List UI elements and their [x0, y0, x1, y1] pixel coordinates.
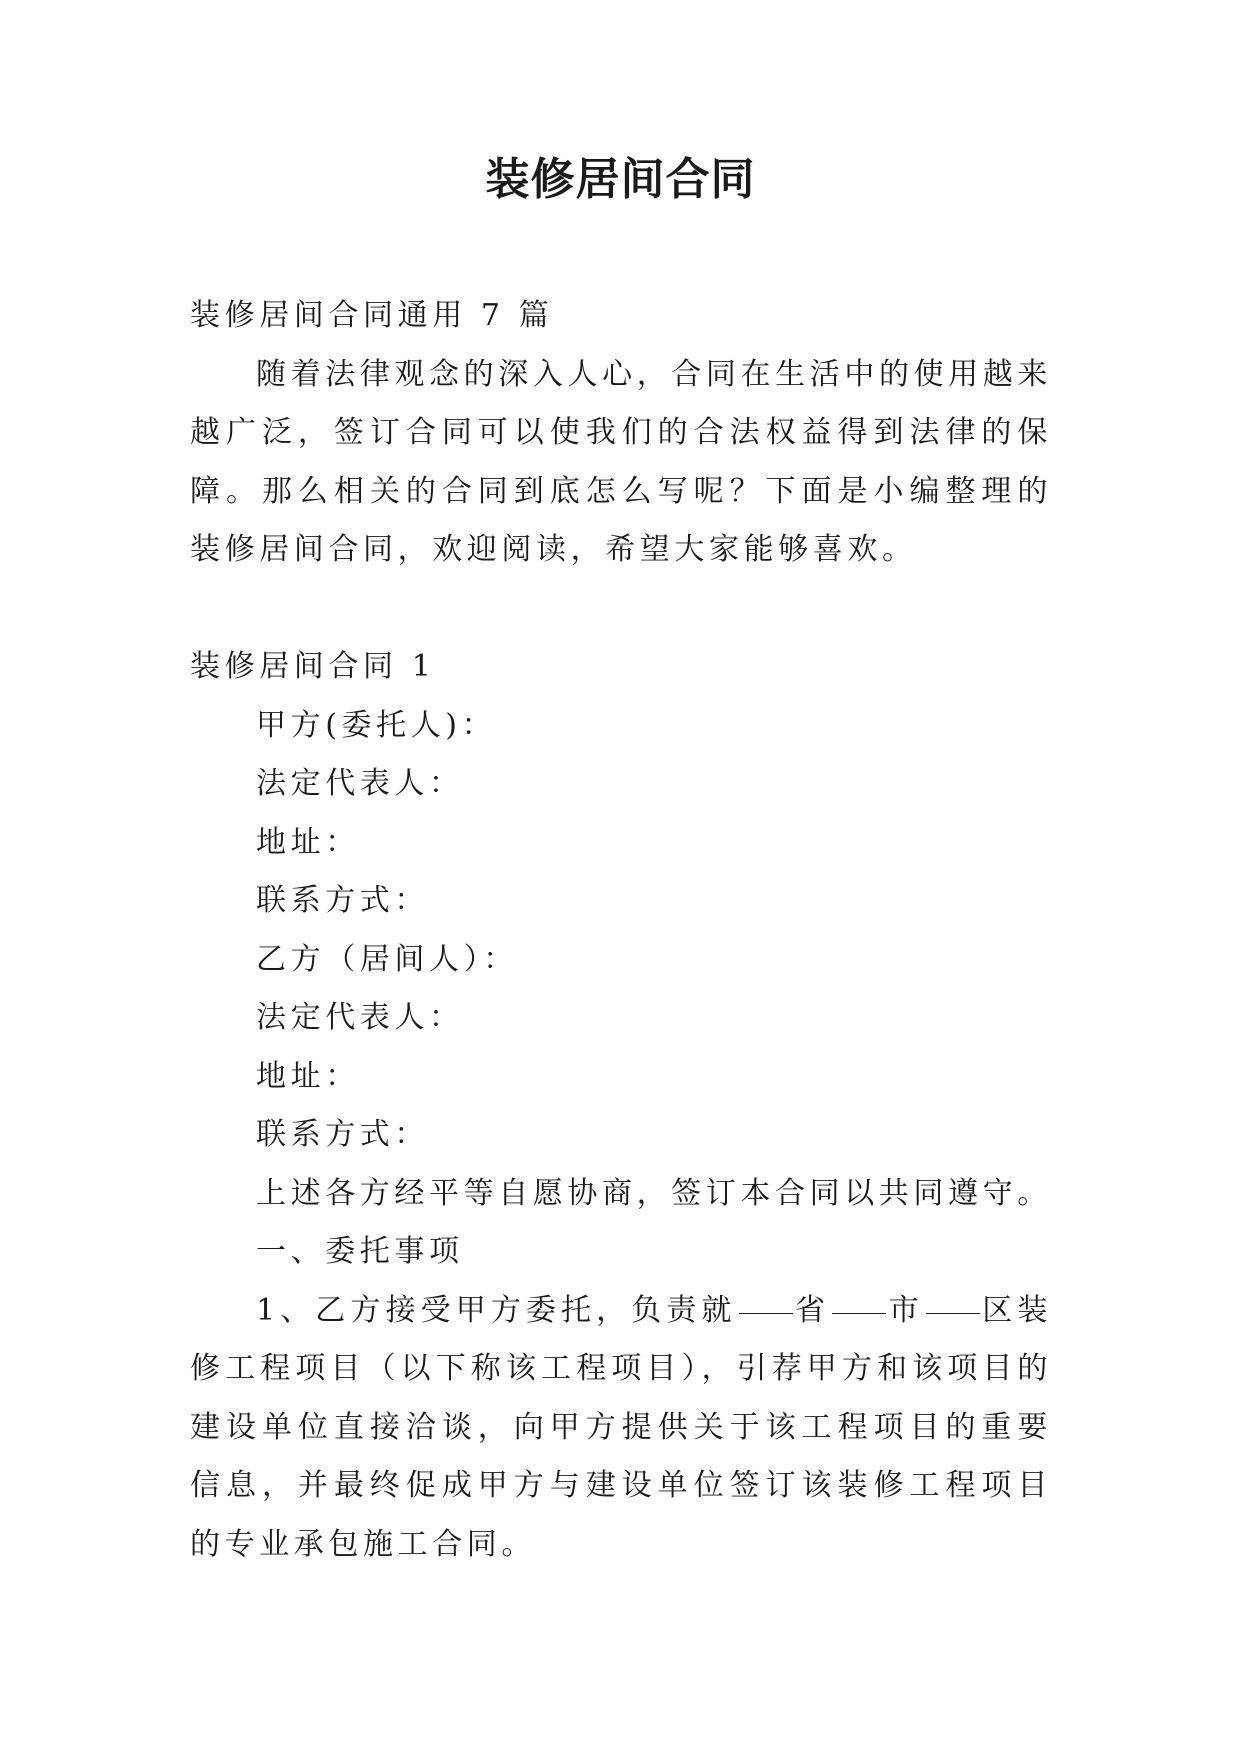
section-heading: 装修居间合同 1 [190, 649, 436, 684]
party-a-address-line: 地址： [256, 824, 360, 860]
party-a-contact-line: 联系方式： [256, 883, 429, 918]
party-b-contact-line: 联系方式： [256, 1117, 429, 1152]
party-b-representative-line: 法定代表人： [256, 1000, 464, 1035]
party-a-representative-line: 法定代表人： [256, 766, 464, 801]
clause-heading: 一、委托事项 [256, 1234, 464, 1269]
document-body [190, 287, 1052, 1574]
agreement-line: 上述各方经平等自愿协商，签订本合同以共同遵守。 [256, 1175, 1052, 1211]
intro-paragraph: 随着法律观念的深入人心，合同在生活中的使用越来越广泛，签订合同可以使我们的合法权益得到法律的保障。那么相关的合同到底怎么写呢？下面是小编整理的装修居间合同，欢迎阅读，希望大家能够喜欢。 [190, 356, 1052, 567]
party-b-line: 乙方（居间人）： [256, 941, 518, 977]
clause-1-paragraph [190, 1282, 1052, 1575]
clause-1-province: 省 [794, 1292, 831, 1328]
document-subtitle: 装修居间合同通用 7 篇 [190, 298, 554, 333]
province-blank [739, 1312, 793, 1314]
paragraph-gap [190, 580, 1052, 639]
city-blank [832, 1312, 886, 1314]
party-a-line: 甲方(委托人)： [256, 707, 497, 743]
document-title: 装修居间合同 [485, 154, 756, 205]
district-blank [926, 1312, 980, 1314]
clause-1-city: 市 [888, 1292, 924, 1328]
party-b-address-line: 地址： [256, 1058, 360, 1094]
clause-1-rest: 区装修工程项目（以下称该工程项目），引荐甲方和该项目的建设单位直接洽谈，向甲方提供关于该工程项目的重要信息，并最终促成甲方与建设单位签订该装修工程项目的专业承包施工合同。 [190, 1292, 1052, 1562]
clause-1-start: 1、乙方接受甲方委托，负责就 [256, 1292, 737, 1328]
